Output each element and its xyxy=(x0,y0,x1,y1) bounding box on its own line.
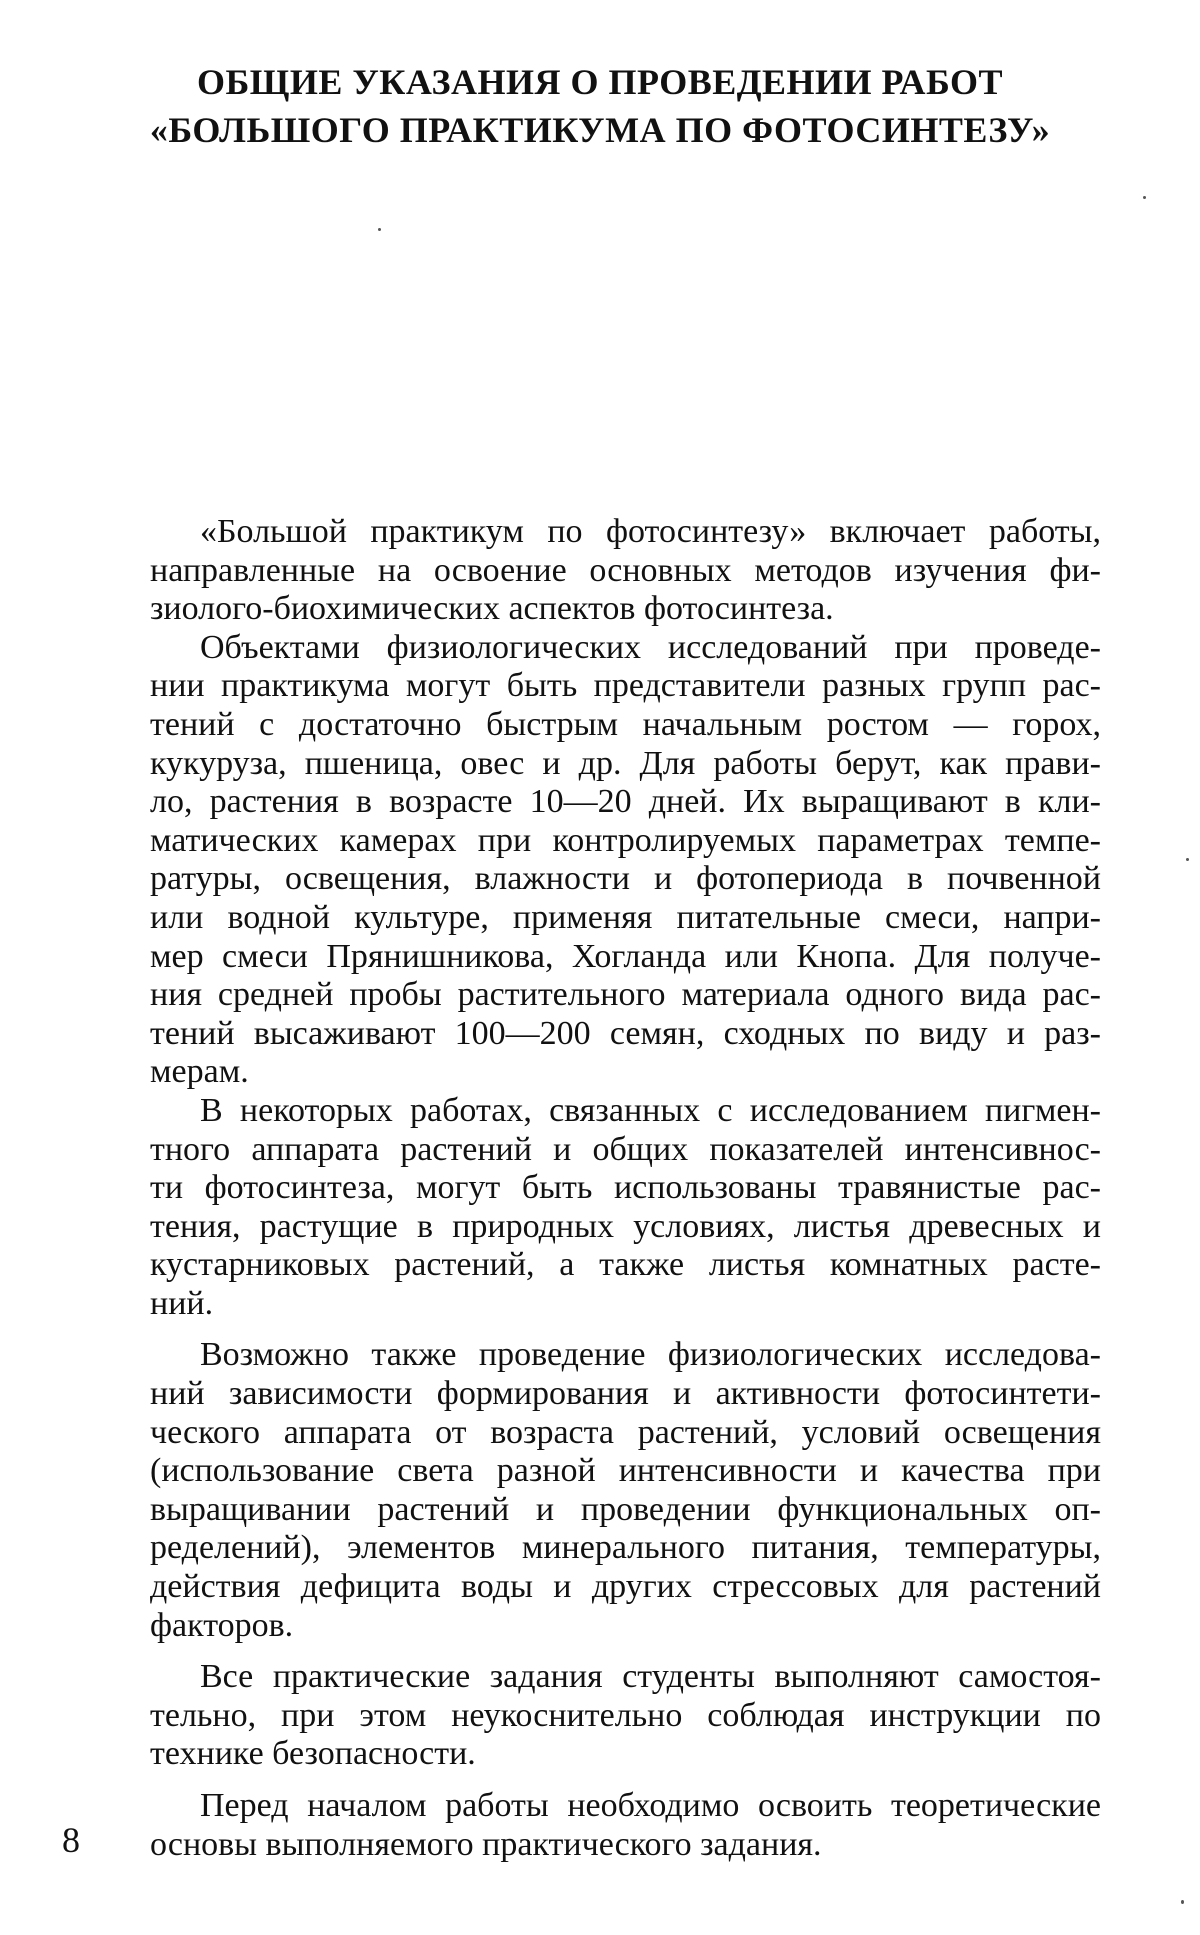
text-line: нии практикума могут быть представители разных групп рас- xyxy=(100,667,1101,706)
text-line: Перед началом работы необходимо освоить теоретические xyxy=(100,1787,1101,1826)
text-line: ния средней пробы растительного материала одного вида рас- xyxy=(100,976,1101,1015)
text-line: тельно, при этом неукоснительно соблюдая инструкции по xyxy=(100,1697,1101,1736)
scan-speck xyxy=(1143,196,1146,199)
text-line: В некоторых работах, связанных с исследованием пигмен- xyxy=(100,1092,1101,1131)
text-line: направленные на освоение основных методов изучения фи- xyxy=(100,552,1101,591)
scan-speck xyxy=(1186,858,1189,861)
text-line: Возможно также проведение физиологических исследова- xyxy=(100,1336,1101,1375)
text-line: действия дефицита воды и других стрессовых для растений xyxy=(100,1568,1101,1607)
paragraph-gap xyxy=(100,1645,1101,1658)
text-line: ти фотосинтеза, могут быть использованы травянистые рас- xyxy=(100,1169,1101,1208)
text-line: Все практические задания студенты выполняют самостоя- xyxy=(100,1658,1101,1697)
section-title-line-1: ОБЩИЕ УКАЗАНИЯ О ПРОВЕДЕНИИ РАБОТ xyxy=(100,56,1100,108)
text-line: зиолого-биохимических аспектов фотосинтеза. xyxy=(100,590,1101,629)
section-title-line-2: «БОЛЬШОГО ПРАКТИКУМА ПО ФОТОСИНТЕЗУ» xyxy=(100,104,1100,156)
paragraph-2 xyxy=(100,629,1101,1092)
text-line: или водной культуре, применяя питательные смеси, напри- xyxy=(100,899,1101,938)
text-line: матических камерах при контролируемых параметрах темпе- xyxy=(100,822,1101,861)
scan-speck xyxy=(378,228,381,231)
text-line: мерам. xyxy=(100,1053,1101,1092)
paragraph-3 xyxy=(100,1092,1101,1324)
text-line: тного аппарата растений и общих показателей интенсивнос- xyxy=(100,1131,1101,1170)
text-line: (использование света разной интенсивности и качества при xyxy=(100,1452,1101,1491)
text-line: ний зависимости формирования и активности фотосинтети- xyxy=(100,1375,1101,1414)
text-line: ний. xyxy=(100,1285,1101,1324)
text-line: выращивании растений и проведении функциональных оп- xyxy=(100,1491,1101,1530)
text-line: тений с достаточно быстрым начальным ростом — горох, xyxy=(100,706,1101,745)
paragraph-gap xyxy=(100,1774,1101,1787)
paragraph-4 xyxy=(100,1336,1101,1645)
text-line: тений высаживают 100—200 семян, сходных по виду и раз- xyxy=(100,1015,1101,1054)
text-line: ло, растения в возрасте 10—20 дней. Их выращивают в кли- xyxy=(100,783,1101,822)
text-line: факторов. xyxy=(100,1607,1101,1646)
paragraph-6 xyxy=(100,1787,1101,1864)
scan-speck xyxy=(1181,1900,1184,1904)
page-number: 8 xyxy=(62,1820,80,1860)
text-line: тения, растущие в природных условиях, листья древесных и xyxy=(100,1208,1101,1247)
text-line: ратуры, освещения, влажности и фотопериода в почвенной xyxy=(100,860,1101,899)
paragraph-5 xyxy=(100,1658,1101,1774)
text-line: Объектами физиологических исследований при проведе- xyxy=(100,629,1101,668)
text-line: ческого аппарата от возраста растений, условий освещения xyxy=(100,1414,1101,1453)
text-line: кукуруза, пшеница, овес и др. Для работы берут, как прави- xyxy=(100,745,1101,784)
text-line: «Большой практикум по фотосинтезу» включает работы, xyxy=(100,513,1101,552)
paragraph-1 xyxy=(100,513,1101,629)
document-page xyxy=(0,0,1200,1935)
text-line: основы выполняемого практического задания. xyxy=(100,1826,1101,1865)
paragraph-gap xyxy=(100,1323,1101,1336)
body-text xyxy=(100,513,1101,1864)
text-line: технике безопасности. xyxy=(100,1735,1101,1774)
text-line: кустарниковых растений, а также листья комнатных расте- xyxy=(100,1246,1101,1285)
text-line: ределений), элементов минерального питания, температуры, xyxy=(100,1529,1101,1568)
text-line: мер смеси Прянишникова, Хогланда или Кнопа. Для получе- xyxy=(100,938,1101,977)
